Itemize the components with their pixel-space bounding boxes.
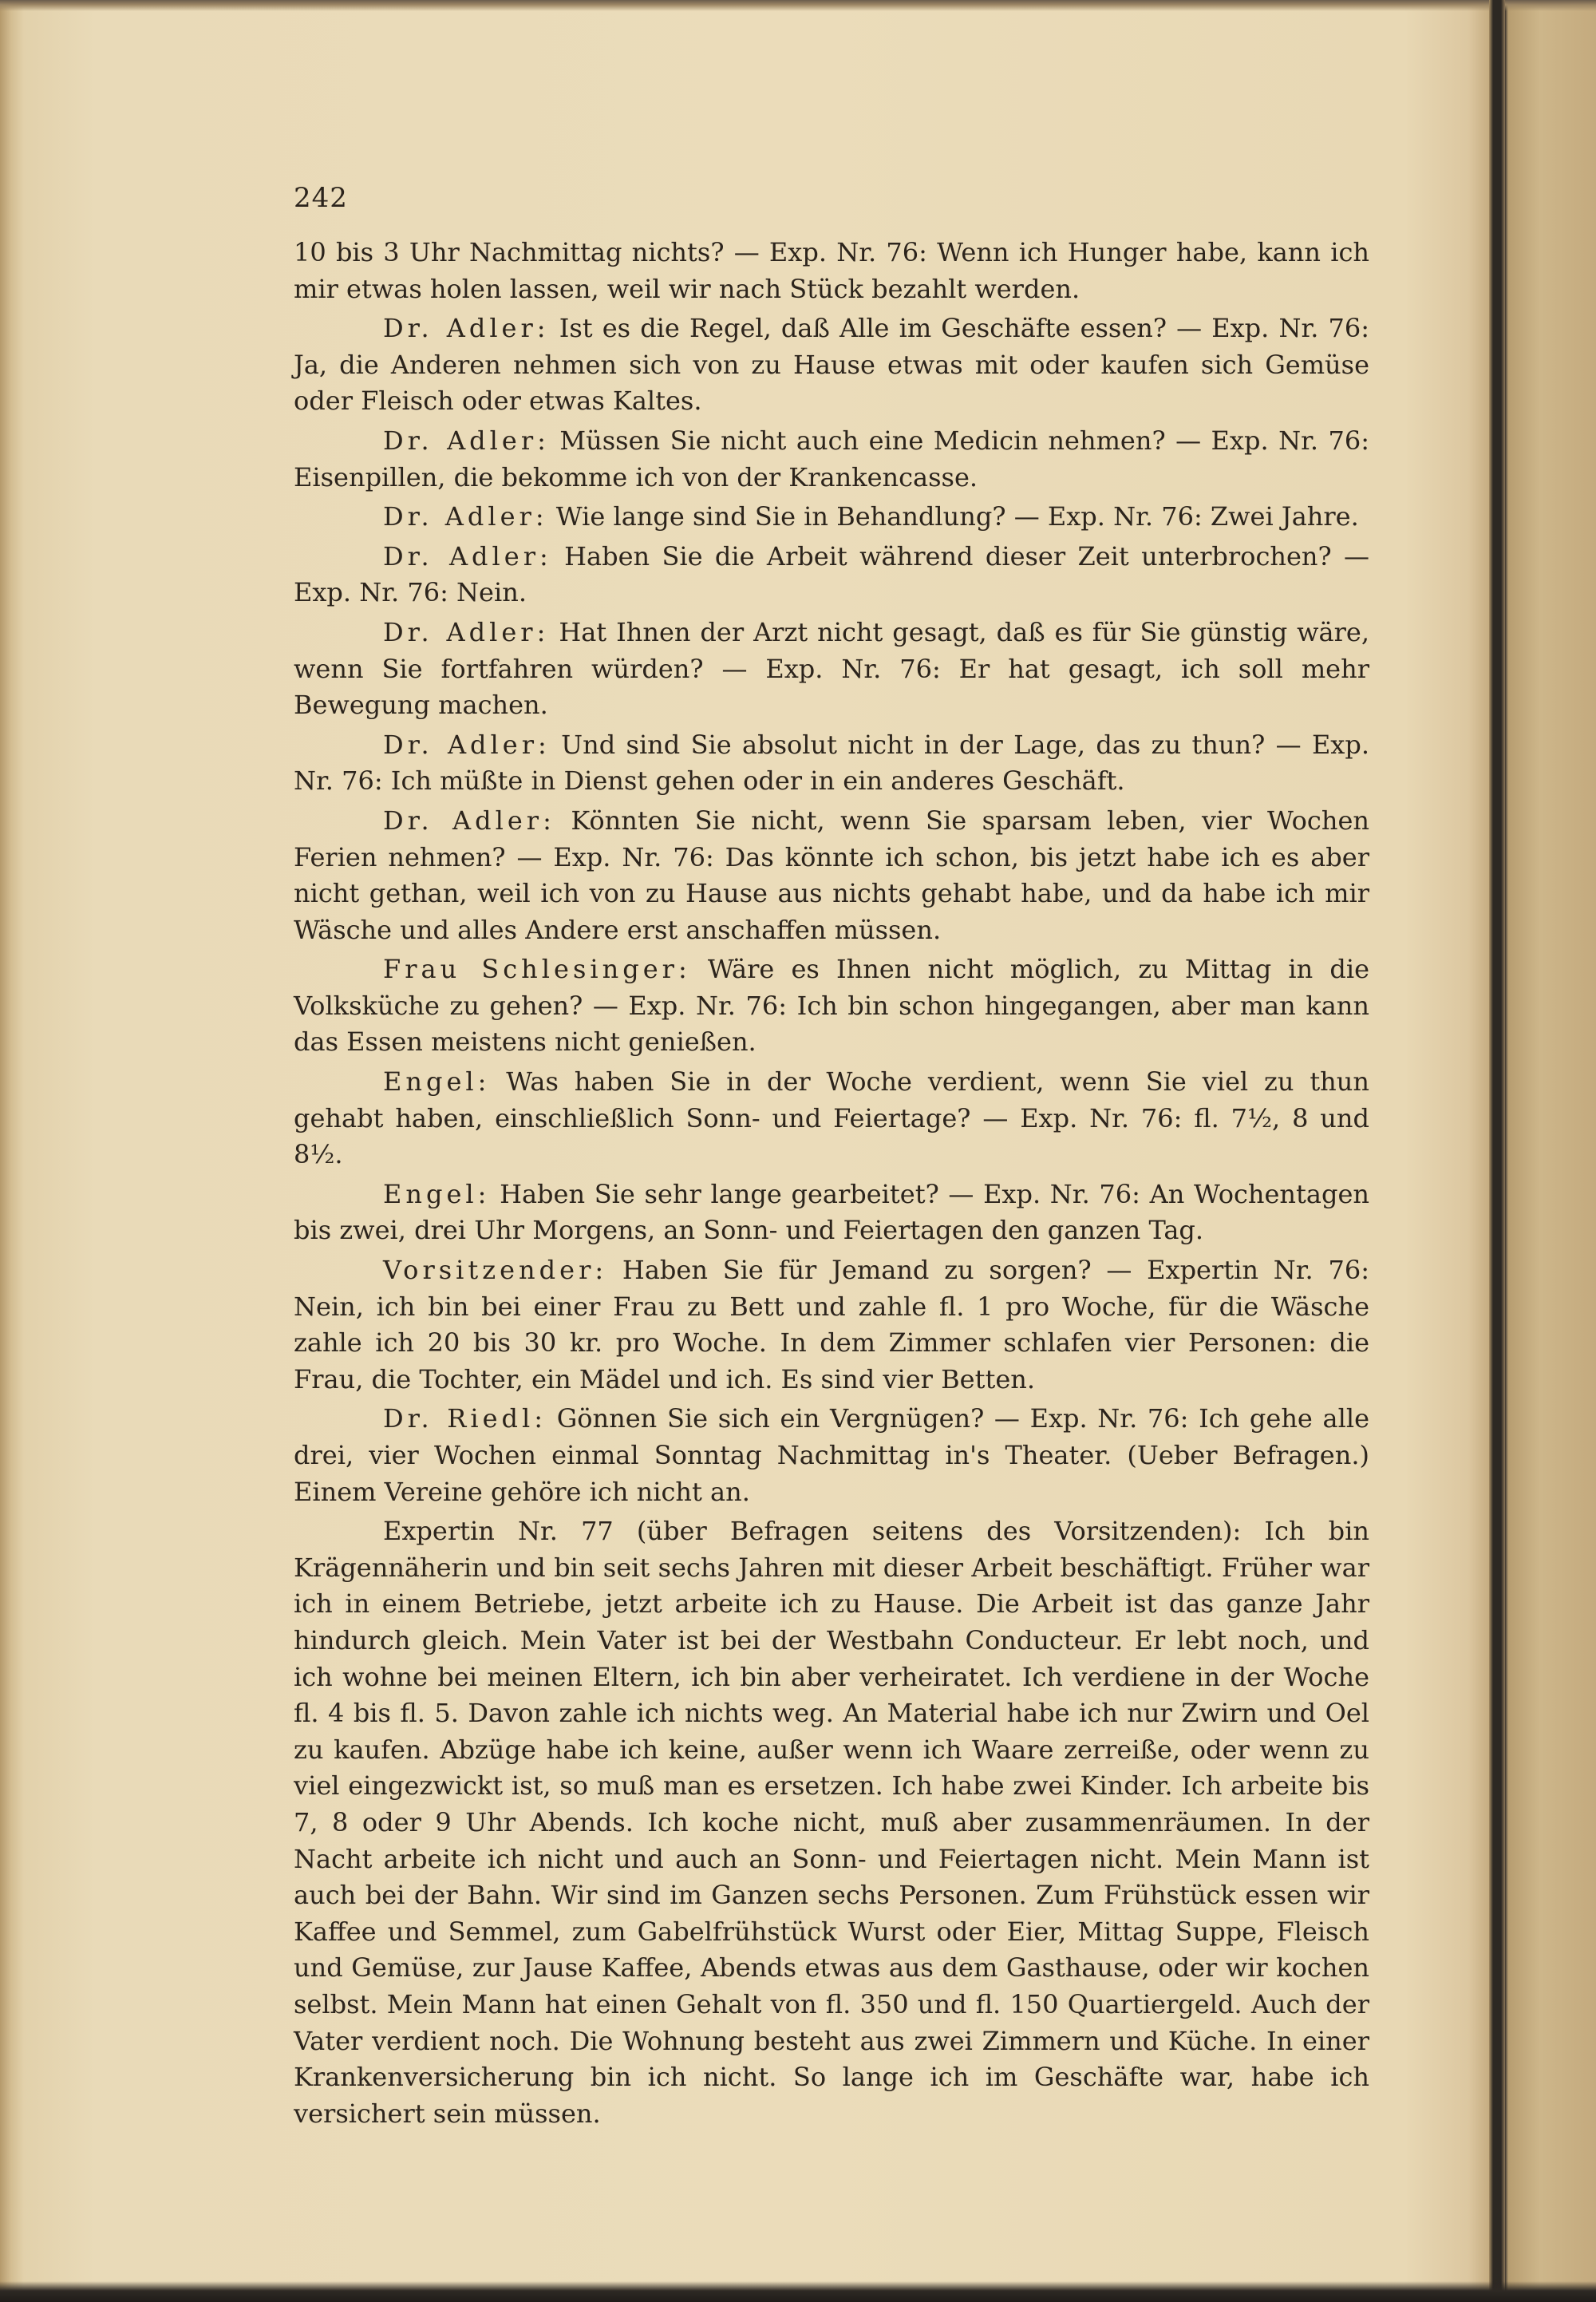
paragraph-text: Hat Ihnen der Arzt nicht gesagt, daß es für Sie günstig wäre, wenn Sie fortfahren würden? — Exp. Nr. 76: Er hat gesagt, ich soll mehr Bewegung machen. <box>294 616 1370 721</box>
speaker-name: Frau Schlesinger: <box>383 954 691 985</box>
paragraph <box>294 951 1369 1061</box>
paragraph <box>294 539 1369 611</box>
paragraph-text: 10 bis 3 Uhr Nachmittag nichts? — Exp. Nr. 76: Wenn ich Hunger habe, kann ich mir etwas holen lassen, weil wir nach Stück bezahlt werden. <box>294 237 1369 304</box>
paragraph-text: Haben Sie die Arbeit während dieser Zeit unterbrochen? — Exp. Nr. 76: Nein. <box>294 540 1369 608</box>
page-number: 242 <box>294 182 348 214</box>
paragraph-text: Haben Sie sehr lange gearbeitet? — Exp. Nr. 76: An Wochentagen bis zwei, drei Uhr Morgens, an Sonn- und Feiertagen den ganzen Tag. <box>294 1178 1369 1246</box>
paragraph-text: Wäre es Ihnen nicht möglich, zu Mittag in die Volksküche zu gehen? — Exp. Nr. 76: Ich bin schon hingegangen, aber man kann das Essen meistens nicht genießen. <box>294 954 1370 1058</box>
paragraph <box>294 423 1369 496</box>
paragraph <box>294 1252 1369 1398</box>
speaker-name: Dr. Adler: <box>383 540 552 572</box>
speaker-name: Dr. Riedl: <box>383 1403 547 1434</box>
paragraph-text: Müssen Sie nicht auch eine Medicin nehmen? — Exp. Nr. 76: Eisenpillen, die bekomme ich von der Krankencasse. <box>294 425 1370 492</box>
paragraph <box>294 803 1369 948</box>
paragraph <box>294 1513 1369 2132</box>
speaker-name: Engel: <box>383 1178 491 1209</box>
page-bottom-edge <box>0 2281 1596 2302</box>
speaker-name: Dr. Adler: <box>383 805 555 836</box>
page-body-text <box>294 235 1369 2132</box>
paragraph-text: Gönnen Sie sich ein Vergnügen? — Exp. Nr. 76: Ich gehe alle drei, vier Wochen einmal Sonntag Nachmittag in's Theater. (Ueber Befragen.) Einem Vereine gehöre ich nicht an. <box>294 1403 1369 1507</box>
paragraph <box>294 1177 1369 1249</box>
paragraph <box>294 615 1369 724</box>
speaker-name: Dr. Adler: <box>383 501 548 532</box>
paragraph-text: Wie lange sind Sie in Behandlung? — Exp. Nr. 76: Zwei Jahre. <box>547 501 1359 532</box>
paragraph-text: Könnten Sie nicht, wenn Sie sparsam leben, vier Wochen Ferien nehmen? — Exp. Nr. 76: Das könnte ich schon, bis jetzt habe ich es aber nicht gethan, weil ich von zu Hause aus nichts gehabt habe, und da habe ich mir Wäsche und alles Andere erst anschaffen müssen. <box>294 805 1370 945</box>
paragraph <box>294 1401 1369 1510</box>
speaker-name: Dr. Adler: <box>383 729 551 760</box>
speaker-name: Dr. Adler: <box>383 313 550 344</box>
speaker-name: Dr. Adler: <box>383 425 550 456</box>
book-gutter <box>1489 0 1505 2302</box>
paragraph-text: Und sind Sie absolut nicht in der Lage, das zu thun? — Exp. Nr. 76: Ich müßte in Dienst gehen oder in ein anderes Geschäft. <box>294 729 1370 797</box>
speaker-name: Vorsitzender: <box>383 1255 608 1286</box>
speaker-name: Engel: <box>383 1066 491 1098</box>
paragraph-text: Was haben Sie in der Woche verdient, wenn Sie viel zu thun gehabt haben, einschließlich Sonn- und Feiertage? — Exp. Nr. 76: fl. 7½, 8 und 8½. <box>294 1066 1369 1170</box>
paragraph-text: Expertin Nr. 77 (über Befragen seitens des Vorsitzenden): Ich bin Krägennäherin und bin seit sechs Jahren mit dieser Arbeit beschäftigt. Früher war ich in einem Betriebe, jetzt arbeite ich zu Hause. Die Arbeit ist das ganze Jahr hindurch gleich. Mein Vater ist bei der Westbahn Conducteur. Er lebt noch, und ich wohne bei meinen Eltern, ich bin aber verheiratet. Ich verdiene in der Woche fl. 4 bis fl. 5. Davon zahle ich nichts weg. An Material habe ich nur Zwirn und Oel zu kaufen. Abzüge habe ich keine, außer wenn ich Waare zerreiße, oder wenn zu viel eingezwickt ist, so muß man es ersetzen. Ich habe zwei Kinder. Ich arbeite bis 7, 8 oder 9 Uhr Abends. Ich koche nicht, muß aber zusammenräumen. In der Nacht arbeite ich nicht und auch an Sonn- und Feiertagen nicht. Mein Mann ist auch bei der Bahn. Wir sind im Ganzen sechs Personen. Zum Frühstück essen wir Kaffee und Semmel, zum Gabelfrühstück Wurst oder Eier, Mittag Suppe, Fleisch und Gemüse, zur Jause Kaffee, Abends etwas aus dem Gasthause, oder wir kochen selbst. Mein Mann hat einen Gehalt von fl. 350 und fl. 150 Quartiergeld. Auch der Vater verdient noch. Die Wohnung besteht aus zwei Zimmern und Küche. In einer Krankenversicherung bin ich nicht. So lange ich im Geschäfte war, habe ich versichert sein müssen. <box>294 1516 1369 2129</box>
page-top-edge <box>0 0 1596 11</box>
paragraph <box>294 310 1369 420</box>
paragraph <box>294 727 1369 800</box>
paragraph <box>294 499 1369 536</box>
paragraph <box>294 1064 1369 1173</box>
paragraph <box>294 235 1369 307</box>
paragraph-text: Haben Sie für Jemand zu sorgen? — Expertin Nr. 76: Nein, ich bin bei einer Frau zu Bett und zahle fl. 1 pro Woche, für die Wäsche zahle ich 20 bis 30 kr. pro Woche. In dem Zimmer schlafen vier Personen: die Frau, die Tochter, ein Mädel und ich. Es sind vier Betten. <box>294 1255 1369 1394</box>
paragraph-text: Ist es die Regel, daß Alle im Geschäfte essen? — Exp. Nr. 76: Ja, die Anderen nehmen sich von zu Hause etwas mit oder kaufen sich Gemüse oder Fleisch oder etwas Kaltes. <box>294 313 1370 417</box>
speaker-name: Dr. Adler: <box>383 616 550 647</box>
